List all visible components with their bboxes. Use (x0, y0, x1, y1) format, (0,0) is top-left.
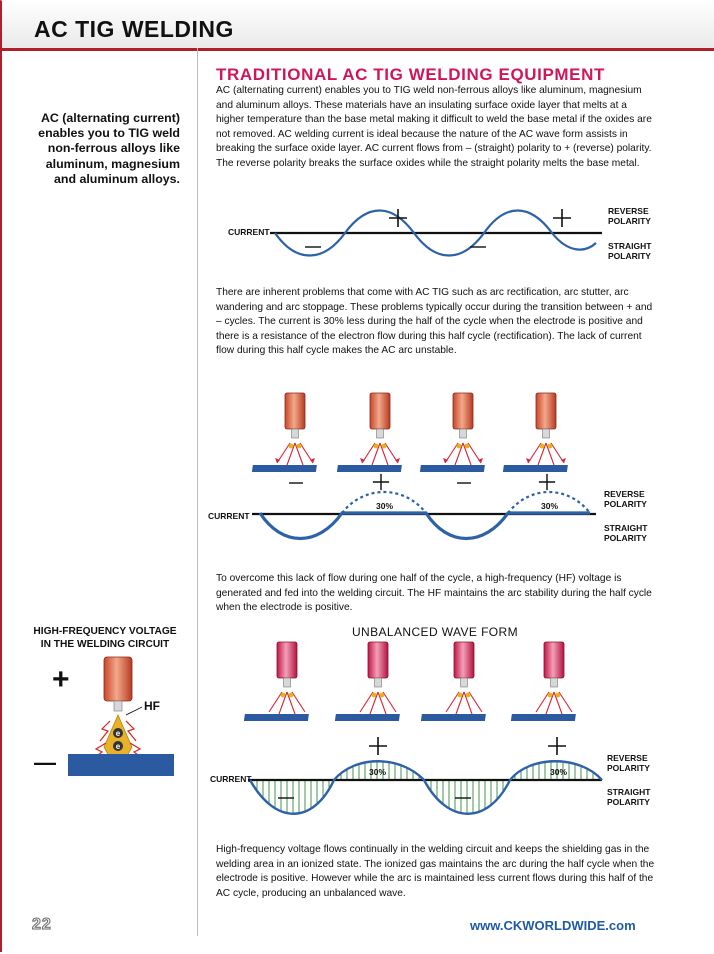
polarity-label: POLARITY (607, 797, 650, 807)
straight-label: STRAIGHT (604, 523, 648, 533)
paragraph-problems: There are inherent problems that come with AC TIG such as arc rectification, arc stutter, arc wandering and arc stoppage. These problems typically occur during the transition between + and – cycles. The current is 30% less during the half of the cycle when the electrode is positive and there is a resistance of the electron flow during this half cycle (rectification). The lack of current flow during this half cycle makes the AC arc unstable. (216, 287, 653, 357)
current-label: CURRENT (228, 227, 270, 237)
hf-diagram-caption: HIGH-FREQUENCY VOLTAGE IN THE WELDING CIRCUIT (33, 626, 177, 650)
website-link[interactable]: www.CKWORLDWIDE.com (470, 918, 636, 933)
plus-icon (389, 209, 407, 227)
plus-icon (369, 737, 387, 755)
plus-icon (539, 474, 555, 490)
electrode-icon (421, 642, 486, 721)
electrode-icon (503, 393, 568, 472)
pct-label: 30% (550, 767, 568, 777)
polarity-label: POLARITY (608, 216, 651, 226)
reverse-label: REVERSE (607, 753, 648, 763)
electrode-icon (511, 642, 576, 721)
plus-icon: + (52, 663, 70, 696)
plus-icon (373, 474, 389, 490)
polarity-label: POLARITY (607, 763, 650, 773)
plus-icon (553, 209, 571, 227)
polarity-label: POLARITY (604, 499, 647, 509)
electron-icon: e (115, 729, 121, 738)
column-divider (197, 48, 198, 936)
page-header-title: AC TIG WELDING (34, 16, 234, 42)
header-bar (2, 0, 714, 51)
page-number: 22 (32, 916, 52, 933)
polarity-label: POLARITY (608, 251, 651, 261)
reverse-label: REVERSE (604, 489, 645, 499)
electrode-icon (335, 642, 400, 721)
electron-icon: e (115, 742, 121, 751)
unbalanced-wave-diagram (200, 640, 700, 820)
pct-label: 30% (369, 767, 387, 777)
unbalanced-wave-title: UNBALANCED WAVE FORM (351, 625, 518, 639)
paragraph-hf: To overcome this lack of flow during one half of the cycle, a high-frequency (HF) voltage is generated and fed into the welding circuit. The HF maintains the arc stability during the half cycle when the electrode is positive. (216, 573, 652, 614)
electrode-icon (337, 393, 402, 472)
pct-label: 30% (541, 501, 559, 511)
electrode-icon (252, 393, 317, 472)
current-label: CURRENT (208, 511, 250, 521)
paragraph-unbalanced: High-frequency voltage flows continually in the welding circuit and keeps the shielding gas in the welding area in an ionized state. The ionized gas maintains the arc during the half cycle when the electrode is positive. However while the arc is maintained less current flows during this half of the AC cycle, producing an unbalanced wave. (216, 844, 655, 899)
straight-label: STRAIGHT (608, 241, 652, 251)
straight-label: STRAIGHT (607, 787, 651, 797)
reverse-label: REVERSE (608, 206, 649, 216)
pct-label: 30% (376, 501, 394, 511)
minus-icon: — (34, 750, 56, 775)
plus-icon (548, 737, 566, 755)
paragraph-intro: AC (alternating current) enables you to TIG weld non-ferrous alloys like aluminum, magnesium and aluminum alloys. These materials have an insulating surface oxide layer that melts at a higher temperature than the base metal making it difficult to weld the base metal if the oxides are not removed. AC welding current is ideal because the nature of the AC wave form assists in breaking the surface oxide layer. AC current flows from – (straight) polarity to + (reverse) polarity. The reverse polarity breaks the surface oxides while the straight polarity melts the base metal. (216, 85, 652, 169)
hf-circuit-diagram (30, 655, 190, 785)
sidebar-callout: AC (alternating current) enables you to TIG weld non-ferrous alloys like aluminum, magnesium and aluminum alloys. (38, 111, 180, 186)
rectified-wave-diagram (200, 385, 700, 555)
polarity-label: POLARITY (604, 533, 647, 543)
section-title: TRADITIONAL AC TIG WELDING EQUIPMENT (216, 65, 605, 84)
hf-label: HF (144, 699, 160, 713)
ac-wave-diagram (200, 195, 700, 270)
current-label: CURRENT (210, 774, 252, 784)
electrode-icon (244, 642, 309, 721)
electrode-icon (420, 393, 485, 472)
